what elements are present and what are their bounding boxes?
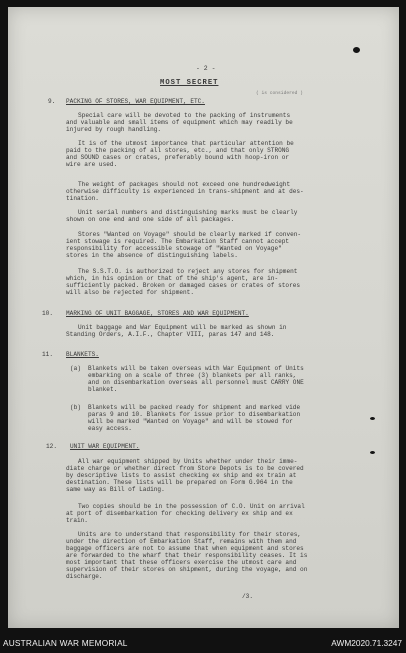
- item-label: (a): [70, 365, 81, 372]
- section-heading: UNIT WAR EQUIPMENT.: [70, 443, 140, 450]
- text-line: embarking on a scale of three (3) blankets per all ranks,: [88, 372, 297, 379]
- text-line: ient stowage is required. The Embarkation Staff cannot accept: [66, 238, 290, 245]
- item-label: (b): [70, 404, 81, 411]
- punch-hole-mark: [353, 47, 360, 53]
- text-line: responsibility for accessible stowage of "Wanted on Voyage": [66, 245, 282, 252]
- text-line: most important that these officers exercise the utmost care and: [66, 559, 297, 566]
- ink-mark: [370, 417, 375, 420]
- accession-number: AWM2020.71.3247: [331, 638, 402, 648]
- section-number: 9.: [48, 98, 56, 105]
- page-number: - 2 -: [196, 65, 216, 72]
- text-line: destination. These lists will be prepared on Form G.964 in the: [66, 479, 293, 486]
- section-number: 10.: [42, 310, 53, 317]
- continuation-mark: /3.: [242, 593, 253, 600]
- text-line: and valuable and small items of equipment which may readily be: [66, 119, 293, 126]
- text-line: Special care will be devoted to the packing of instruments: [78, 112, 291, 119]
- text-line: Two copies should be in the possession of C.O. Unit on arrival: [78, 503, 305, 510]
- text-line: at port of disembarkation for checking delivery ex ship and ex: [66, 510, 293, 517]
- text-line: Units are to understand that responsibility for their stores,: [78, 531, 302, 538]
- archive-footer: [0, 628, 406, 653]
- text-line: by descriptive lists to assist checking ex ship and ex train at: [66, 472, 297, 479]
- text-line: shown on one end and one side of all packages.: [66, 216, 235, 223]
- section-heading: MARKING OF UNIT BAGGAGE, STORES AND WAR EQUIPMENT.: [66, 310, 249, 317]
- classification-note: ( is considered ): [256, 91, 303, 96]
- section-number: 12.: [46, 443, 57, 450]
- text-line: will be marked "Wanted on Voyage" and will be stowed for: [88, 418, 293, 425]
- text-line: injured by rough handling.: [66, 126, 162, 133]
- text-line: under the direction of Embarkation Staff, remains with them and: [66, 538, 297, 545]
- text-line: wire are used.: [66, 161, 118, 168]
- text-line: Blankets will be taken overseas with War Equipment of Units: [88, 365, 304, 372]
- document-page: [8, 7, 399, 628]
- text-line: paras 9 and 10. Blankets for issue prior to disembarkation: [88, 411, 301, 418]
- text-line: Unit serial numbers and distinguishing marks must be clearly: [78, 209, 298, 216]
- text-line: supervision of their stores on shipment, during the voyage, and on: [66, 566, 308, 573]
- institution-name: AUSTRALIAN WAR MEMORIAL: [3, 638, 128, 648]
- section-number: 11.: [42, 351, 53, 358]
- section-heading: PACKING OF STORES, WAR EQUIPMENT, ETC.: [66, 98, 205, 105]
- section-heading: BLANKETS.: [66, 351, 99, 358]
- text-line: which, in his opinion or that of the ship's agent, are in-: [66, 275, 279, 282]
- text-line: discharge.: [66, 573, 103, 580]
- text-line: The weight of packages should not exceed one hundredweight: [78, 181, 291, 188]
- text-line: Stores "Wanted on Voyage" should be clearly marked if conven-: [78, 231, 302, 238]
- text-line: tination.: [66, 195, 99, 202]
- text-line: It is of the utmost importance that particular attention be: [78, 140, 294, 147]
- text-line: will also be rejected for shipment.: [66, 289, 194, 296]
- text-line: and SOUND cases or crates, preferably bound with hoop-iron or: [66, 154, 290, 161]
- text-line: All war equipment shipped by Units whether under their imme-: [78, 458, 298, 465]
- text-line: Unit baggage and War Equipment will be marked as shown in: [78, 324, 287, 331]
- text-line: diate charge or whether direct from Store Depots is to be covered: [66, 465, 304, 472]
- classification-heading: MOST SECRET: [160, 79, 219, 87]
- text-line: easy access.: [88, 425, 132, 432]
- text-line: Blankets will be packed ready for shipment and marked vide: [88, 404, 301, 411]
- text-line: paid to the packing of all stores, etc., and that only STRONG: [66, 147, 290, 154]
- text-line: stores in the absence of distinguishing labels.: [66, 252, 238, 259]
- text-line: blanket.: [88, 386, 118, 393]
- text-line: baggage officers are not to assume that when equipment and stores: [66, 545, 304, 552]
- text-line: train.: [66, 517, 88, 524]
- text-line: sufficiently packed. Broken or damaged cases or crates of stores: [66, 282, 301, 289]
- text-line: and on disembarkation overseas all personnel must CARRY ONE: [88, 379, 304, 386]
- text-line: The S.S.T.O. is authorized to reject any stores for shipment: [78, 268, 298, 275]
- ink-mark: [370, 451, 375, 454]
- text-line: same way as Bill of Lading.: [66, 486, 165, 493]
- text-line: otherwise difficulty is experienced in trans-shipment and at des-: [66, 188, 304, 195]
- text-line: Standing Orders, A.I.F., Chapter VIII, paras 147 and 148.: [66, 331, 275, 338]
- text-line: are forwarded to the wharf that their responsibility ceases. It is: [66, 552, 308, 559]
